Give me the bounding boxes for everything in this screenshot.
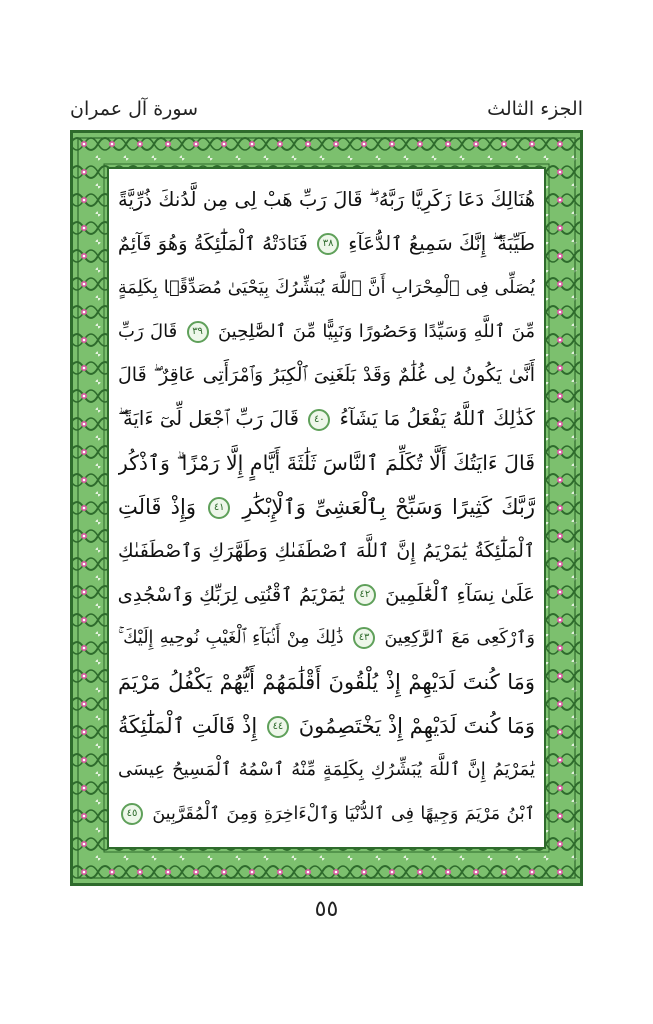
page-header — [70, 92, 583, 126]
verse-text: يُصَلِّى فِى ٱلْمِحْرَابِ أَنَّ ٱللَّهَ يُبَشِّرُكَ بِيَحْيَىٰ مُصَدِّقًۢا بِكَلِمَةٍ — [118, 277, 535, 298]
verse-text: فَنَادَتْهُ ٱلْمَلَٰٓئِكَةُ وَهُوَ قَآئِمٌ — [118, 231, 308, 255]
verse-text: إِذْ قَالَتِ ٱلْمَلَٰٓئِكَةُ — [118, 714, 258, 739]
verse-text: مِّنَ ٱللَّهِ وَسَيِّدًا وَحَصُورًا وَنَبِيًّا مِّنَ ٱلصَّٰلِحِينَ — [217, 320, 535, 342]
verse-line — [118, 180, 535, 220]
juz-title: الجزء الثالث — [487, 98, 583, 120]
ayah-number-marker: ٤٤ — [267, 716, 289, 738]
verse-text: هُنَالِكَ دَعَا زَكَرِيَّا رَبَّهُۥ ۖ قَالَ رَبِّ هَبْ لِى مِن لَّدُنكَ ذُرِّيَّةً — [118, 188, 535, 211]
verse-text: ٱبْنُ مَرْيَمَ وَجِيهًا فِى ٱلدُّنْيَا وَٱلْءَاخِرَةِ وَمِنَ ٱلْمُقَرَّبِينَ — [152, 803, 535, 824]
verse-text: أَنَّىٰ يَكُونُ لِى غُلَٰمٌ وَقَدْ بَلَغَنِىَ ٱلْكِبَرُ وَٱمْرَأَتِى عَاقِرٌ ۖ قَالَ — [118, 364, 535, 387]
verse-line — [118, 312, 535, 352]
verse-line — [118, 706, 535, 746]
verse-text: وَمَا كُنتَ لَدَيْهِمْ إِذْ يَخْتَصِمُونَ — [298, 714, 535, 739]
ayah-number-marker: ٣٩ — [187, 321, 209, 343]
verse-line — [118, 662, 535, 702]
verse-text: قَالَ رَبِّ ٱجْعَل لِّىٓ ءَايَةً ۖ — [118, 407, 299, 431]
ayah-number-marker: ٤٢ — [354, 584, 376, 606]
verse-line — [118, 575, 535, 615]
verse-text: قَالَ رَبِّ — [118, 320, 178, 342]
verse-text: رَّبَّكَ كَثِيرًا وَسَبِّحْ بِٱلْعَشِىِّ وَٱلْإِبْكَٰرِ — [242, 494, 535, 519]
verse-text: ٱلْمَلَٰٓئِكَةُ يَٰمَرْيَمُ إِنَّ ٱللَّهَ ٱصْطَفَىٰكِ وَطَهَّرَكِ وَٱصْطَفَىٰكِ — [118, 539, 535, 562]
verse-text: ذَٰلِكَ مِنْ أَنۢبَآءِ ٱلْغَيْبِ نُوحِيهِ إِلَيْكَ ۚ — [118, 628, 344, 649]
verse-line — [118, 224, 535, 264]
verse-text: قَالَ ءَايَتُكَ أَلَّا تُكَلِّمَ ٱلنَّاسَ ثَلَٰثَةَ أَيَّامٍ إِلَّا رَمْزًا ۗ وَٱذْكُر — [118, 451, 535, 476]
verse-line — [118, 399, 535, 439]
verse-line — [118, 487, 535, 527]
ayah-number-marker: ٤١ — [208, 497, 230, 519]
verse-text: طَيِّبَةً ۖ إِنَّكَ سَمِيعُ ٱلدُّعَآءِ — [348, 231, 535, 255]
verse-text: وَٱرْكَعِى مَعَ ٱلرَّٰكِعِينَ — [384, 628, 535, 649]
ayah-number-marker: ٤٠ — [308, 409, 330, 431]
ayah-number-marker: ٤٣ — [353, 627, 375, 649]
quran-text-block — [112, 172, 541, 844]
verse-text: يَٰمَرْيَمُ ٱقْنُتِى لِرَبِّكِ وَٱسْجُدِى — [118, 582, 345, 606]
verse-text: كَذَٰلِكَ ٱللَّهُ يَفْعَلُ مَا يَشَآءُ — [339, 407, 535, 431]
verse-line — [118, 750, 535, 790]
verse-text: عَلَىٰ نِسَآءِ ٱلْعَٰلَمِينَ — [385, 582, 535, 606]
verse-line — [118, 443, 535, 483]
ayah-number-marker: ٣٨ — [317, 233, 339, 255]
verse-line — [118, 794, 535, 834]
verse-text: وَمَا كُنتَ لَدَيْهِمْ إِذْ يُلْقُونَ أَقْلَٰمَهُمْ أَيُّهُمْ يَكْفُلُ مَرْيَمَ — [118, 670, 535, 695]
page-number: ٥٥ — [314, 897, 339, 922]
verse-line — [118, 268, 535, 308]
verse-line — [118, 355, 535, 395]
ornamental-frame — [70, 130, 583, 886]
ayah-number-marker: ٤٥ — [121, 803, 143, 825]
verse-line — [118, 531, 535, 571]
verse-text: يَٰمَرْيَمُ إِنَّ ٱللَّهَ يُبَشِّرُكِ بِكَلِمَةٍ مِّنْهُ ٱسْمُهُ ٱلْمَسِيحُ عِيسَى — [118, 758, 535, 780]
surah-title: سورة آل عمران — [70, 98, 199, 120]
verse-line — [118, 618, 535, 658]
verse-text: وَإِذْ قَالَتِ — [118, 494, 196, 519]
